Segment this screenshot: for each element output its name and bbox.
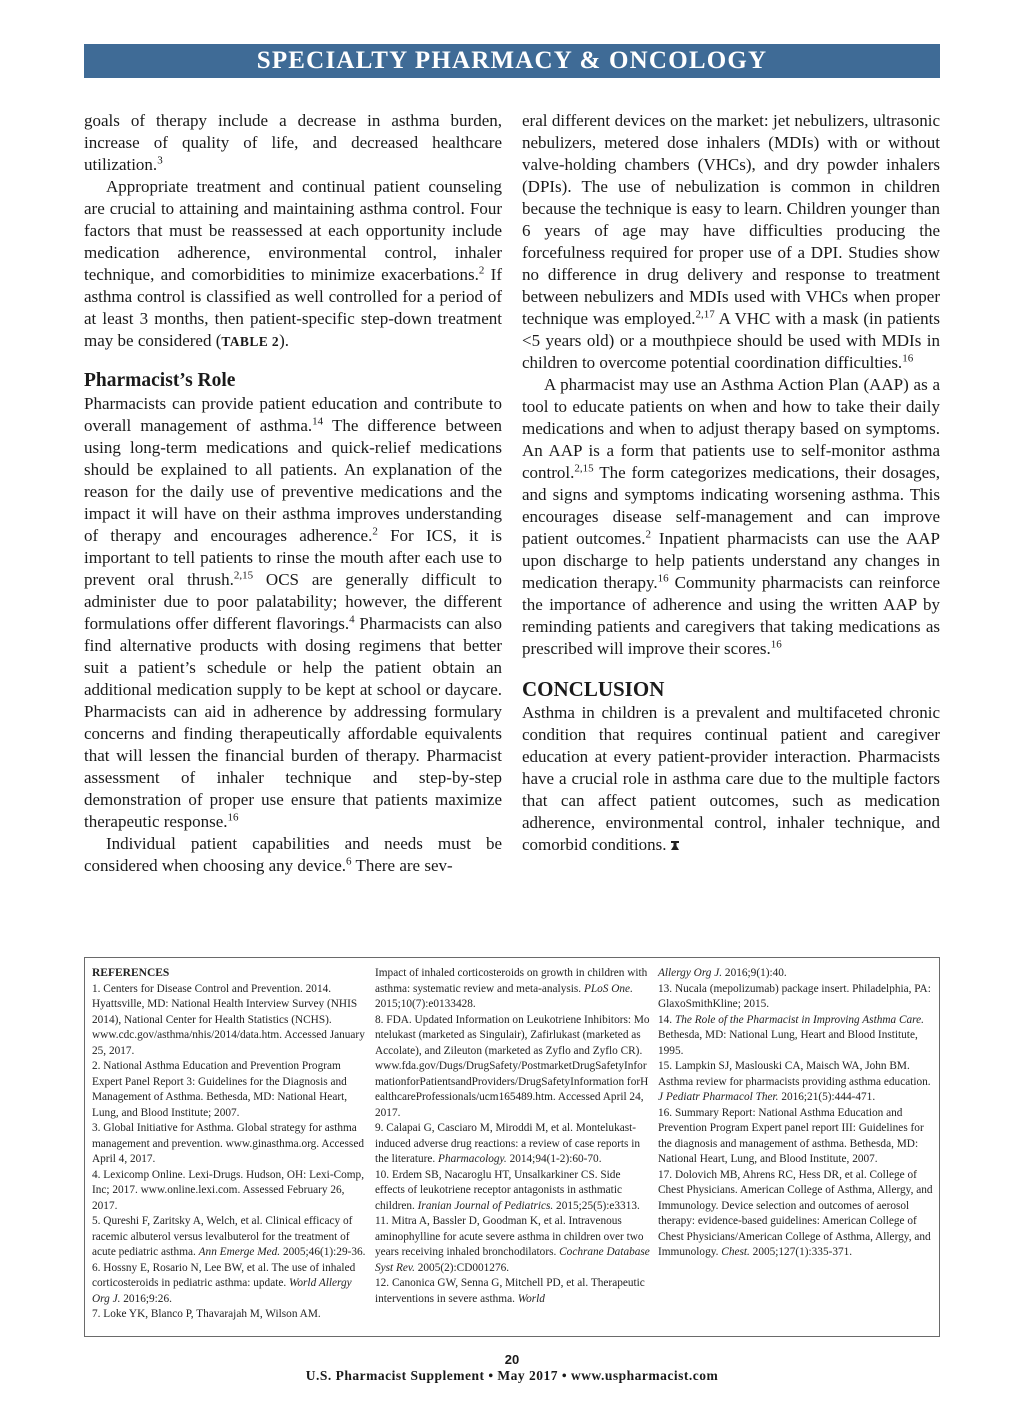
- reference-item: 5. Qureshi F, Zaritsky A, Welch, et al. Clinical efficacy of racemic albuterol versus levalbuterol for the treatment of acute pediatric asthma. Ann Emerge Med. 2005;46(1):29-36.: [92, 1215, 366, 1258]
- reference-item: 7. Loke YK, Blanco P, Thavarajah M, Wilson AM.: [92, 1308, 321, 1320]
- reference-item: 3. Global Initiative for Asthma. Global strategy for asthma management and prevention. www.ginasthma.org. Accessed April 4, 2017.: [92, 1122, 364, 1165]
- paragraph: Appropriate treatment and continual patient counseling are crucial to attaining and maintaining asthma control. Four factors that must be reassessed at each opportunity include medication adherence, environmental control, inhaler technique, and comorbidities to minimize exacerbations.$^2$ If asthma control is classified as well controlled for a period of at least 3 months, then patient-specific step-down treatment may be considered (TABLE 2).: [84, 177, 502, 350]
- section-title: SPECIALTY PHARMACY & ONCOLOGY: [256, 47, 768, 74]
- reference-item: 14. The Role of the Pharmacist in Improving Asthma Care. Bethesda, MD: National Lung, Heart and Blood Institute, 1995.: [658, 1013, 924, 1057]
- reference-item: 17. Dolovich MB, Ahrens RC, Hess DR, et al. College of Chest Physicians. American College of Asthma, Allergy, and Immunology. Device selection and outcomes of aerosol therapy: evidence-based guidelines: American College of Chest Physicians/American College of Asthma, Allergy, and Immunology. Chest. 2005;127(1):335-371.: [658, 1168, 933, 1258]
- paragraph: eral different devices on the market: jet nebulizers, ultrasonic nebulizers, metered dose inhalers (MDIs) with or without valve-holding chambers (VHCs), and dry powder inhalers (DPIs). The use of nebulization is common in children because the technique is easy to learn. Children younger than 6 years of age may have difficulties producing the forcefulness required for proper use of a DPI. Studies show no difference in drug delivery and response to treatment between nebulizers and MDIs used with VHCs when proper technique was employed.$^{2,17}$ A VHC with a mask (in patients <5 years old) or a mouthpiece should be used with MDIs in children to overcome potential coordination difficulties.$^{16}$: [522, 111, 940, 372]
- references-column-2: [375, 966, 651, 1307]
- reference-item: 10. Erdem SB, Nacaroglu HT, Unsalkarkiner CS. Side effects of leukotriene receptor antagonists in asthmatic children. Iranian Journal of Pediatrics. 2015;25(5):e3313.: [375, 1168, 640, 1212]
- table-reference: TABLE 2: [221, 334, 280, 349]
- reference-item: Allergy Org J. 2016;9(1):40.: [658, 967, 787, 979]
- references-column-1: [92, 966, 368, 1323]
- reference-item: 8. FDA. Updated Information on Leukotriene Inhibitors: Montelukast (marketed as Singulair), Zafirlukast (marketed as Accolate), and Zileuton (marketed as Zyflo and Zyflo CR). www.fda.gov/Dugs/DrugSafety/PostmarketDrugSafetyInformationforPatientsandProviders/DrugSafetyInformation forHealthcareProfessionals/ucm165489.htm. Accessed April 24, 2017.: [375, 1013, 650, 1119]
- publication-footer: U.S. Pharmacist Supplement • May 2017 • www.uspharmacist.com: [305, 1368, 719, 1383]
- page-number: 20: [504, 1352, 520, 1367]
- paragraph: goals of therapy include a decrease in asthma burden, increase of quality of life, and decreased healthcare utilization.$^3$: [84, 111, 502, 174]
- section-banner: [84, 44, 940, 78]
- conclusion-heading: CONCLUSION: [522, 677, 665, 701]
- paragraph: Individual patient capabilities and needs must be considered when choosing any device.$^6$ There are sev-: [84, 834, 502, 875]
- reference-item: 1. Centers for Disease Control and Prevention. 2014. Hyattsville, MD: National Health Interview Survey (NHIS 2014), National Center for Health Statistics (NCHS). www.cdc.gov/asthma/nhis/2014/data.htm. Accessed January 25, 2017.: [92, 982, 365, 1057]
- reference-item: 12. Canonica GW, Senna G, Mitchell PD, et al. Therapeutic interventions in severe asthma. World: [375, 1277, 645, 1305]
- references-column-3: [658, 966, 934, 1261]
- references-title: REFERENCES: [92, 967, 170, 979]
- section-heading: Pharmacist’s Role: [84, 370, 236, 391]
- paragraph: Asthma in children is a prevalent and multifaceted chronic condition that requires continual patient and caregiver education at every patient-provider interaction. Pharmacists have a crucial role in asthma care due to the multiple factors that can affect patient outcomes, such as medication adherence, environmental control, inhaler technique, and comorbid conditions.: [522, 703, 940, 854]
- reference-item: 6. Hossny E, Rosario N, Lee BW, et al. The use of inhaled corticosteroids in pediatric asthma: update. World Allergy Org J. 2016;9:26.: [92, 1261, 356, 1305]
- article-column-left: [84, 110, 502, 877]
- reference-item: 9. Calapai G, Casciaro M, Miroddi M, et al. Montelukast-induced adverse drug reactions: a review of case reports in the literature. Pharmacology. 2014;94(1-2):60-70.: [375, 1122, 641, 1165]
- references-box: [84, 957, 940, 1337]
- reference-item: 11. Mitra A, Bassler D, Goodman K, et al. Intravenous aminophylline for acute severe asthma in children over two years receiving inhaled bronchodilators. Cochrane Database Syst Rev. 2005(2):CD001276.: [375, 1215, 650, 1274]
- paragraph: A pharmacist may use an Asthma Action Plan (AAP) as a tool to educate patients on when and how to take their daily medications and when to adjust therapy based on symptoms. An AAP is a form that patients use to self-monitor asthma control.$^{2,15}$ The form categorizes medications, their dosages, and signs and symptoms indicating worsening asthma. This encourages disease self-management and can improve patient outcomes.$^2$ Inpatient pharmacists can use the AAP upon discharge to help patients understand any changes in medication therapy.$^{16}$ Community pharmacists can reinforce the importance of adherence and using the written AAP by reminding patients and caregivers that taking medications as prescribed will improve their scores.$^{16}$: [522, 375, 940, 658]
- reference-item: Impact of inhaled corticosteroids on growth in children with asthma: systematic review and meta-analysis. PLoS One. 2015;10(7):e0133428.: [375, 967, 648, 1010]
- reference-item: 13. Nucala (mepolizumab) package insert. Philadelphia, PA: GlaxoSmithKline; 2015.: [658, 982, 931, 1010]
- article-column-right: [522, 110, 940, 856]
- reference-item: 16. Summary Report: National Asthma Education and Prevention Program Expert panel report III: Guidelines for the diagnosis and management of asthma. Bethesda, MD: National Heart, Lung, and Blood Institute, 2007.: [658, 1106, 924, 1165]
- paragraph: Pharmacists can provide patient education and contribute to overall management of asthma.$^{14}$ The difference between using long-term medications and quick-relief medications should be explained to all patients. An explanation of the reason for the daily use of preventive medications and the impact it will have on their asthma improves understanding of therapy and encourages adherence.$^2$ For ICS, it is important to tell patients to rinse the mouth after each use to prevent oral thrush.$^{2,15}$ OCS are generally difficult to administer due to poor palatability; however, the different formulations offer different flavorings.$^4$ Pharmacists can also find alternative products with dosing regimens that better suit a patient’s schedule or help the patient obtain an additional medication supply to be kept at school or daycare. Pharmacists can aid in adherence by addressing formulary concerns and finding therapeutically affordable equivalents that will lessen the financial burden of therapy. Pharmacist assessment of inhaler technique and step-by-step demonstration of proper use ensure that patients maximize therapeutic response.$^{16}$: [84, 394, 503, 831]
- reference-item: 15. Lampkin SJ, Maslouski CA, Maisch WA, John BM. Asthma review for pharmacists providing asthma education. J Pediatr Pharmacol Ther. 2016;21(5):444-471.: [658, 1060, 931, 1103]
- end-of-article-icon: [670, 840, 680, 851]
- reference-item: 2. National Asthma Education and Prevention Program Expert Panel Report 3: Guidelines for the Diagnosis and Management of Asthma. Bethesda, MD: National Heart, Lung, and Blood Institute; 2007.: [92, 1060, 348, 1119]
- reference-item: 4. Lexicomp Online. Lexi-Drugs. Hudson, OH: Lexi-Comp, Inc; 2017. www.online.lexi.com. Assessed February 26, 2017.: [92, 1168, 365, 1212]
